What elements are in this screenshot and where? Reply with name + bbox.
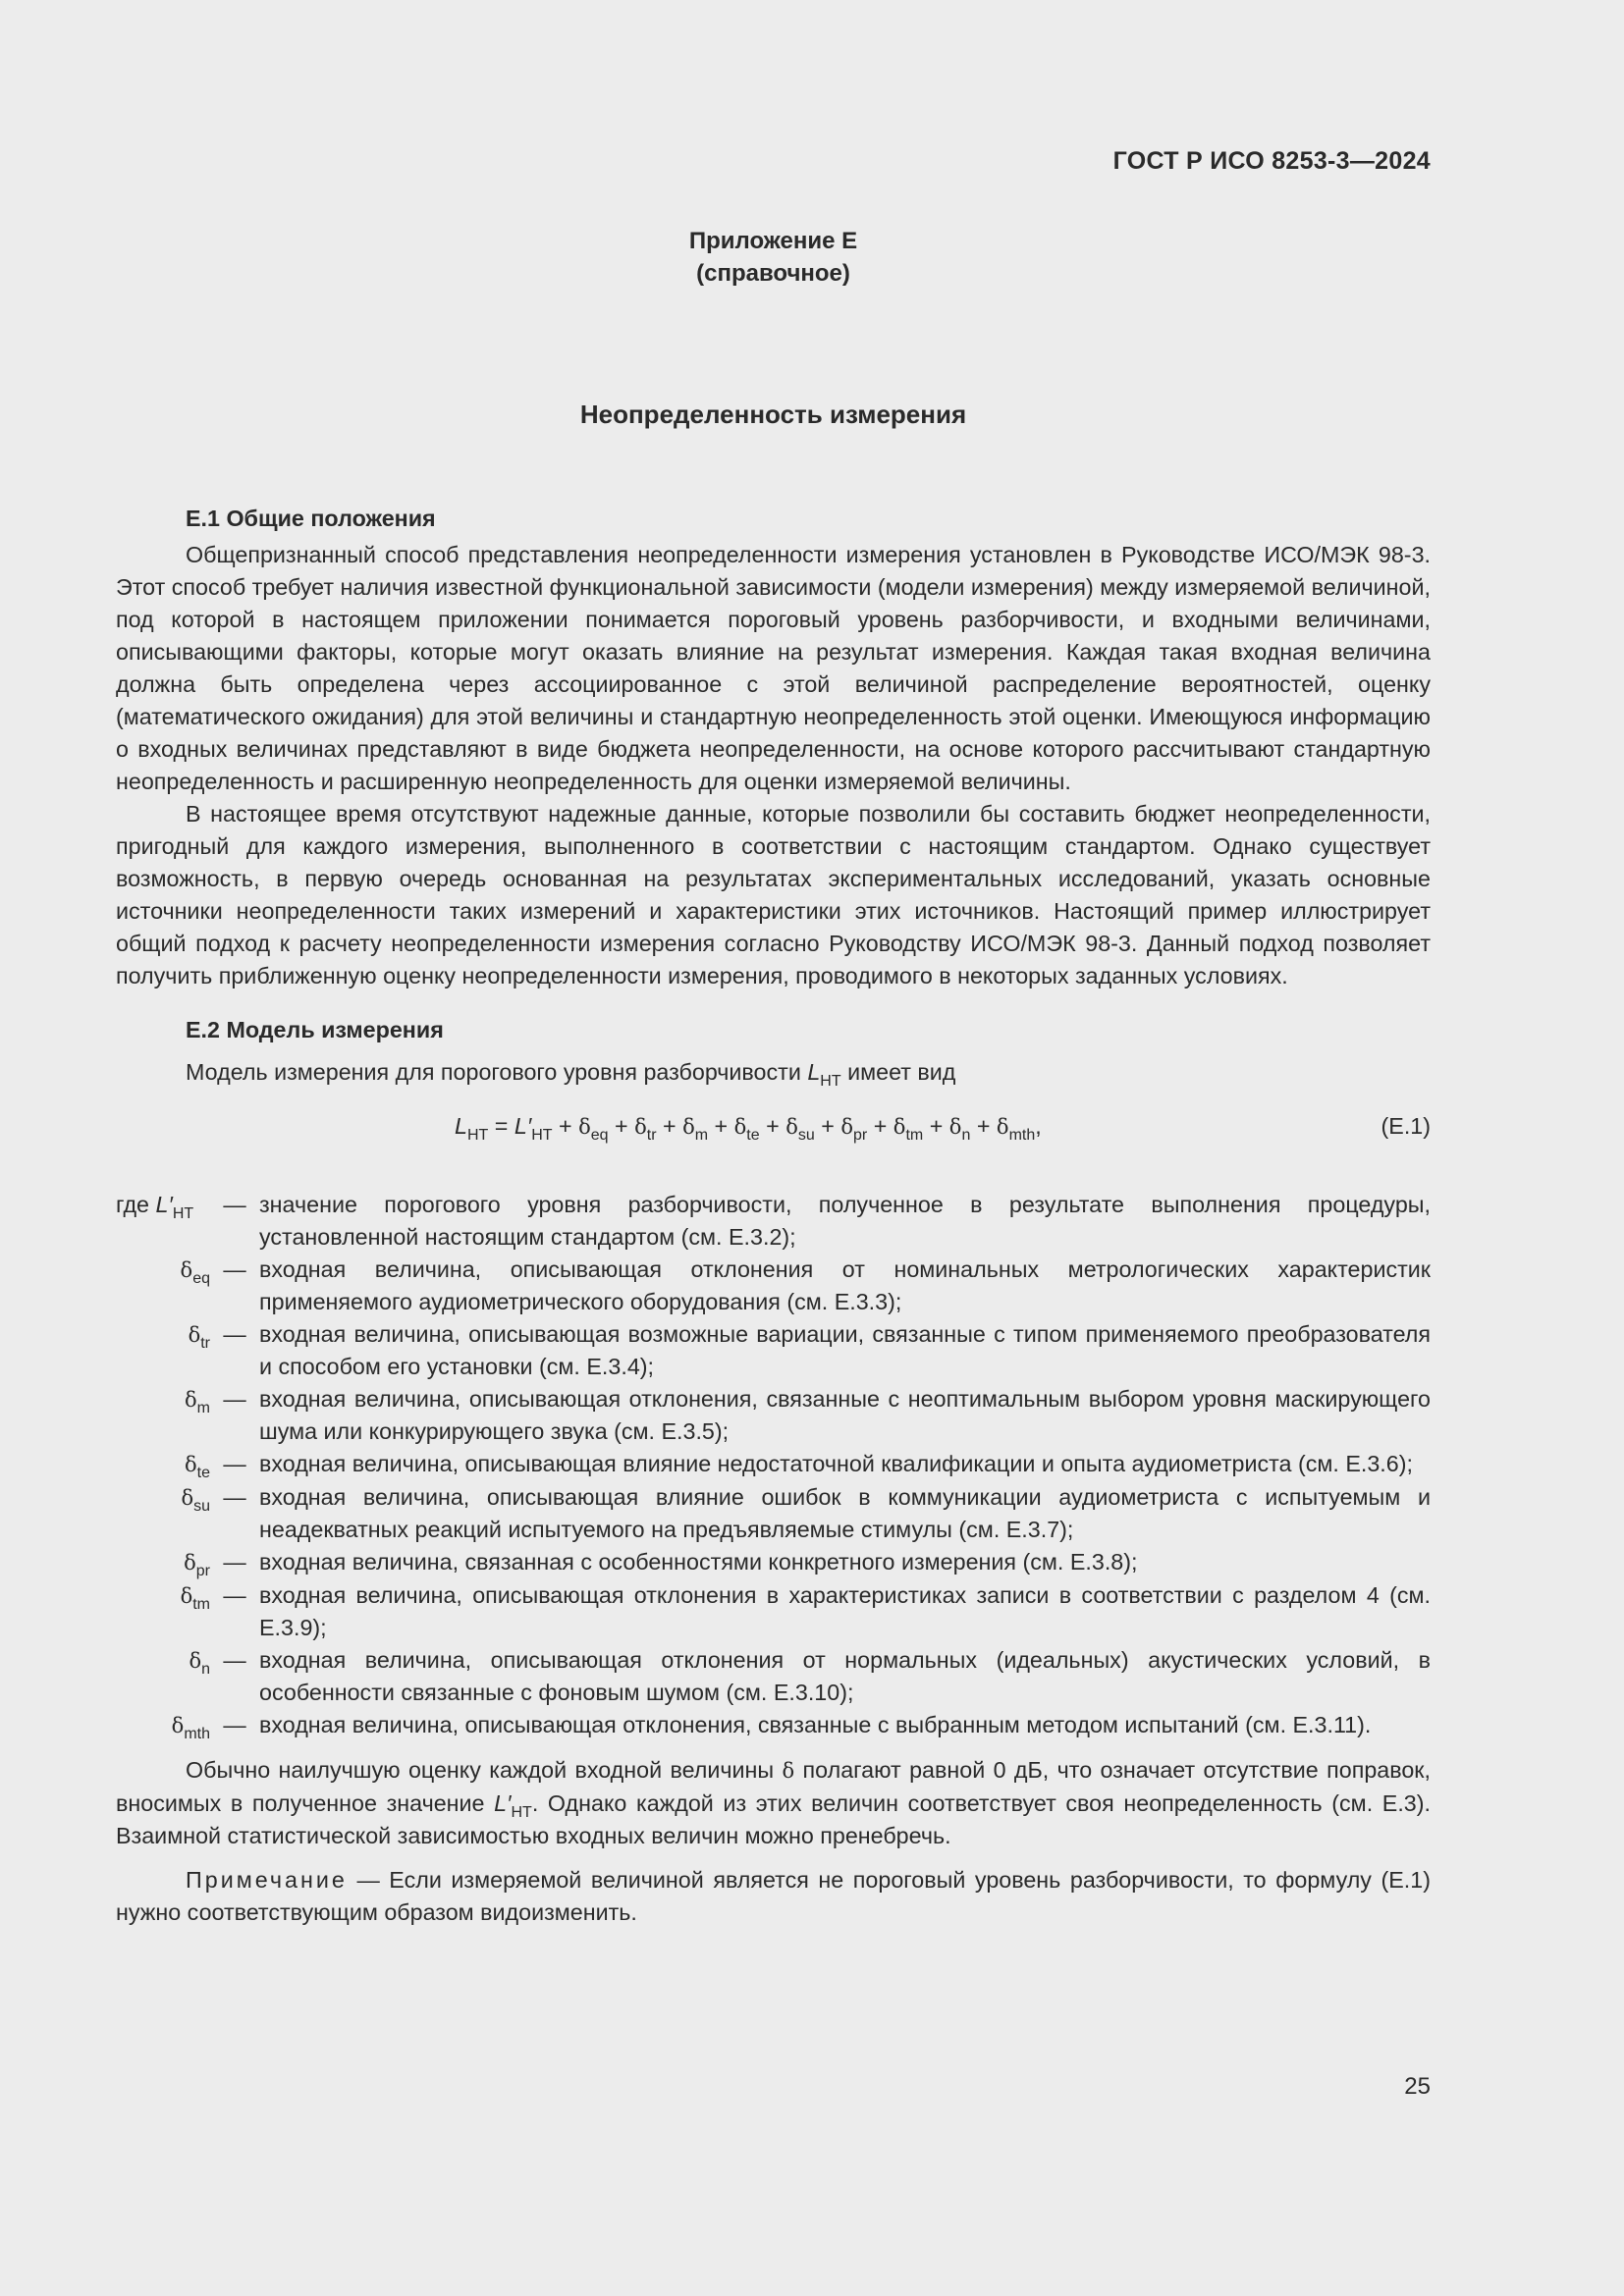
section-e2-heading: Е.2 Модель измерения: [186, 1017, 444, 1042]
definition-symbol: $\delta_{tm}$: [180, 1584, 210, 1613]
definition-text: входная величина, описывающая отклонения, связанные с выбранным методом испытаний (см. Е.3.11).: [259, 1712, 1372, 1737]
annex-type: (справочное): [696, 260, 850, 287]
definition-symbol: $\delta_{pr}$: [184, 1551, 210, 1579]
equation-formula: $L_{HT} = L'_{HT} + \delta_{eq} + \delta_{tr} + \delta_m + \delta_{te} + \delta_{su} + \delta_{pr} + \delta_{tm} + \delta_n + \delta_{mth}$,: [455, 1113, 1042, 1144]
definition-text: входная величина, описывающая влияние недостаточной квалификации и опыта аудиометриста (см. Е.3.6);: [259, 1451, 1413, 1476]
annex-label: Приложение Е: [688, 228, 858, 254]
definition-text: входная величина, описывающая отклонения в характеристиках записи в соответствии с разделом 4 (см. Е.3.9);: [259, 1582, 1431, 1640]
definition-text: входная величина, связанная с особенностями конкретного измерения (см. Е.3.8);: [259, 1549, 1138, 1575]
definition-symbol: $\delta_{su}$: [181, 1486, 210, 1515]
definition-symbol: $\delta_{tr}$: [188, 1323, 210, 1352]
definition-symbol: $\delta_n$: [189, 1649, 210, 1678]
equation-number: (Е.1): [1380, 1113, 1431, 1139]
definition-row: $\delta_{eq}$ — входная величина, описывающая отклонения от номинальных метрологических характеристик применяемого аудиометрического оборудования (см. Е.3.3);: [116, 1254, 1431, 1318]
definition-row: где $L'_{HT}$ — значение порогового уровня разборчивости, полученное в результате выполнения процедуры, установленной настоящим стандартом (см. Е.3.2);: [116, 1189, 1431, 1254]
note-label: Примечание: [186, 1867, 348, 1893]
annex-title: [0, 225, 1546, 290]
definition-row: $\delta_{pr}$ — входная величина, связанная с особенностями конкретного измерения (см. Е.3.8);: [116, 1546, 1431, 1579]
section-e1-heading: Е.1 Общие положения: [186, 506, 436, 531]
definition-row: $\delta_{tr}$ — входная величина, описывающая возможные вариации, связанные с типом применяемого преобразователя и способом его установки (см. Е.3.4);: [116, 1318, 1431, 1383]
definition-row: $\delta_{te}$ — входная величина, описывающая влияние недостаточной квалификации и опыта аудиометриста (см. Е.3.6);: [116, 1448, 1431, 1481]
definition-row: $\delta_{mth}$ — входная величина, описывающая отклонения, связанные с выбранным методом испытаний (см. Е.3.11).: [116, 1709, 1431, 1742]
definition-symbol: где $L'_{HT}$: [116, 1192, 194, 1222]
definition-symbol: $\delta_{te}$: [185, 1453, 210, 1481]
definition-text: значение порогового уровня разборчивости, полученное в результате выполнения процедуры, установленной настоящим стандартом (см. Е.3.2);: [259, 1192, 1431, 1250]
section-e1-paragraph-1: Общепризнанный способ представления неопределенности измерения установлен в Руководстве ИСО/МЭК 98-3. Этот способ требует наличия известной функциональной зависимости (модели измерения) между измеряемой величиной, под которой в настоящем приложении понимается пороговый уровень разборчивости, и входными величинами, описывающими факторы, которые могут оказать влияние на результат измерения. Каждая такая входная величина должна быть определена через ассоциированное с этой величиной распределение вероятностей, оценку (математического ожидания) для этой величины и стандартную неопределенность этой оценки. Имеющуюся информацию о входных величинах представляют в виде бюджета неопределенности, на основе которого рассчитывают стандартную неопределенность и расширенную неопределенность для оценки измеряемой величины.: [116, 542, 1431, 794]
definition-text: входная величина, описывающая отклонения, связанные с неоптимальным выбором уровня маскирующего шума или конкурирующего звука (см. Е.3.5);: [259, 1386, 1431, 1444]
intro-tail: имеет вид: [847, 1059, 956, 1085]
section-e1-paragraph-2: В настоящее время отсутствуют надежные данные, которые позволили бы составить бюджет неопределенности, пригодный для каждого измерения, выполненного в соответствии с настоящим стандартом. Однако существует возможность, в первую очередь основанная на результатах экспериментальных исследований, указать основные источники неопределенности таких измерений и характеристики этих источников. Настоящий пример иллюстрирует общий подход к расчету неопределенности измерения согласно Руководству ИСО/МЭК 98-3. Данный подход позволяет получить приближенную оценку неопределенности измерения, проводимого в некоторых заданных условиях.: [116, 801, 1431, 988]
definition-row: $\delta_{tm}$ — входная величина, описывающая отклонения в характеристиках записи в соответствии с разделом 4 (см. Е.3.9);: [116, 1579, 1431, 1644]
definition-symbol: $\delta_{mth}$: [171, 1714, 210, 1742]
page-number: 25: [1404, 2073, 1431, 2100]
definition-row: $\delta_m$ — входная величина, описывающая отклонения, связанные с неоптимальным выбором уровня маскирующего шума или конкурирующего звука (см. Е.3.5);: [116, 1383, 1431, 1448]
note-paragraph: [116, 1864, 1431, 1929]
equation-e1: [116, 1110, 1431, 1149]
section-e2-intro: [116, 1056, 1431, 1089]
intro-text: Модель измерения для порогового уровня разборчивости: [186, 1059, 801, 1085]
definition-text: входная величина, описывающая возможные вариации, связанные с типом применяемого преобразователя и способом его установки (см. Е.3.4);: [259, 1321, 1431, 1379]
definition-text: входная величина, описывающая отклонения от нормальных (идеальных) акустических условий, в особенности связанные с фоновым шумом (см. Е.3.10);: [259, 1647, 1431, 1705]
document-body: [116, 503, 1431, 1929]
definition-text: входная величина, описывающая отклонения от номинальных метрологических характеристик применяемого аудиометрического оборудования (см. Е.3.3);: [259, 1256, 1431, 1314]
note-text: — Если измеряемой величиной является не пороговый уровень разборчивости, то формулу (Е.1) нужно соответствующим образом видоизменить.: [116, 1867, 1431, 1925]
definition-row: $\delta_{su}$ — входная величина, описывающая влияние ошибок в коммуникации аудиометриста с испытуемым и неадекватных реакций испытуемого на предъявляемые стимулы (см. Е.3.7);: [116, 1481, 1431, 1546]
intro-subscript: HT: [820, 1073, 841, 1090]
definition-symbol: $\delta_m$: [185, 1388, 210, 1416]
definition-row: $\delta_n$ — входная величина, описывающая отклонения от нормальных (идеальных) акустических условий, в особенности связанные с фоновым шумом (см. Е.3.10);: [116, 1644, 1431, 1709]
standard-code: ГОСТ Р ИСО 8253-3—2024: [1112, 147, 1431, 175]
intro-symbol: L: [807, 1059, 821, 1085]
definition-symbol: $\delta_{eq}$: [180, 1258, 210, 1287]
definitions-list: [116, 1189, 1431, 1742]
definition-text: входная величина, описывающая влияние ошибок в коммуникации аудиометриста с испытуемым и неадекватных реакций испытуемого на предъявляемые стимулы (см. Е.3.7);: [259, 1484, 1431, 1542]
page-title: Неопределенность измерения: [579, 400, 967, 429]
closing-paragraph: Обычно наилучшую оценку каждой входной величины δ полагают равной 0 дБ, что означает отсутствие поправок, вносимых в полученное значение $L'_{HT}$. Однако каждой из этих величин соответствует своя неопределенность (см. Е.3). Взаимной статистической зависимостью входных величин можно пренебречь.: [116, 1757, 1431, 1848]
